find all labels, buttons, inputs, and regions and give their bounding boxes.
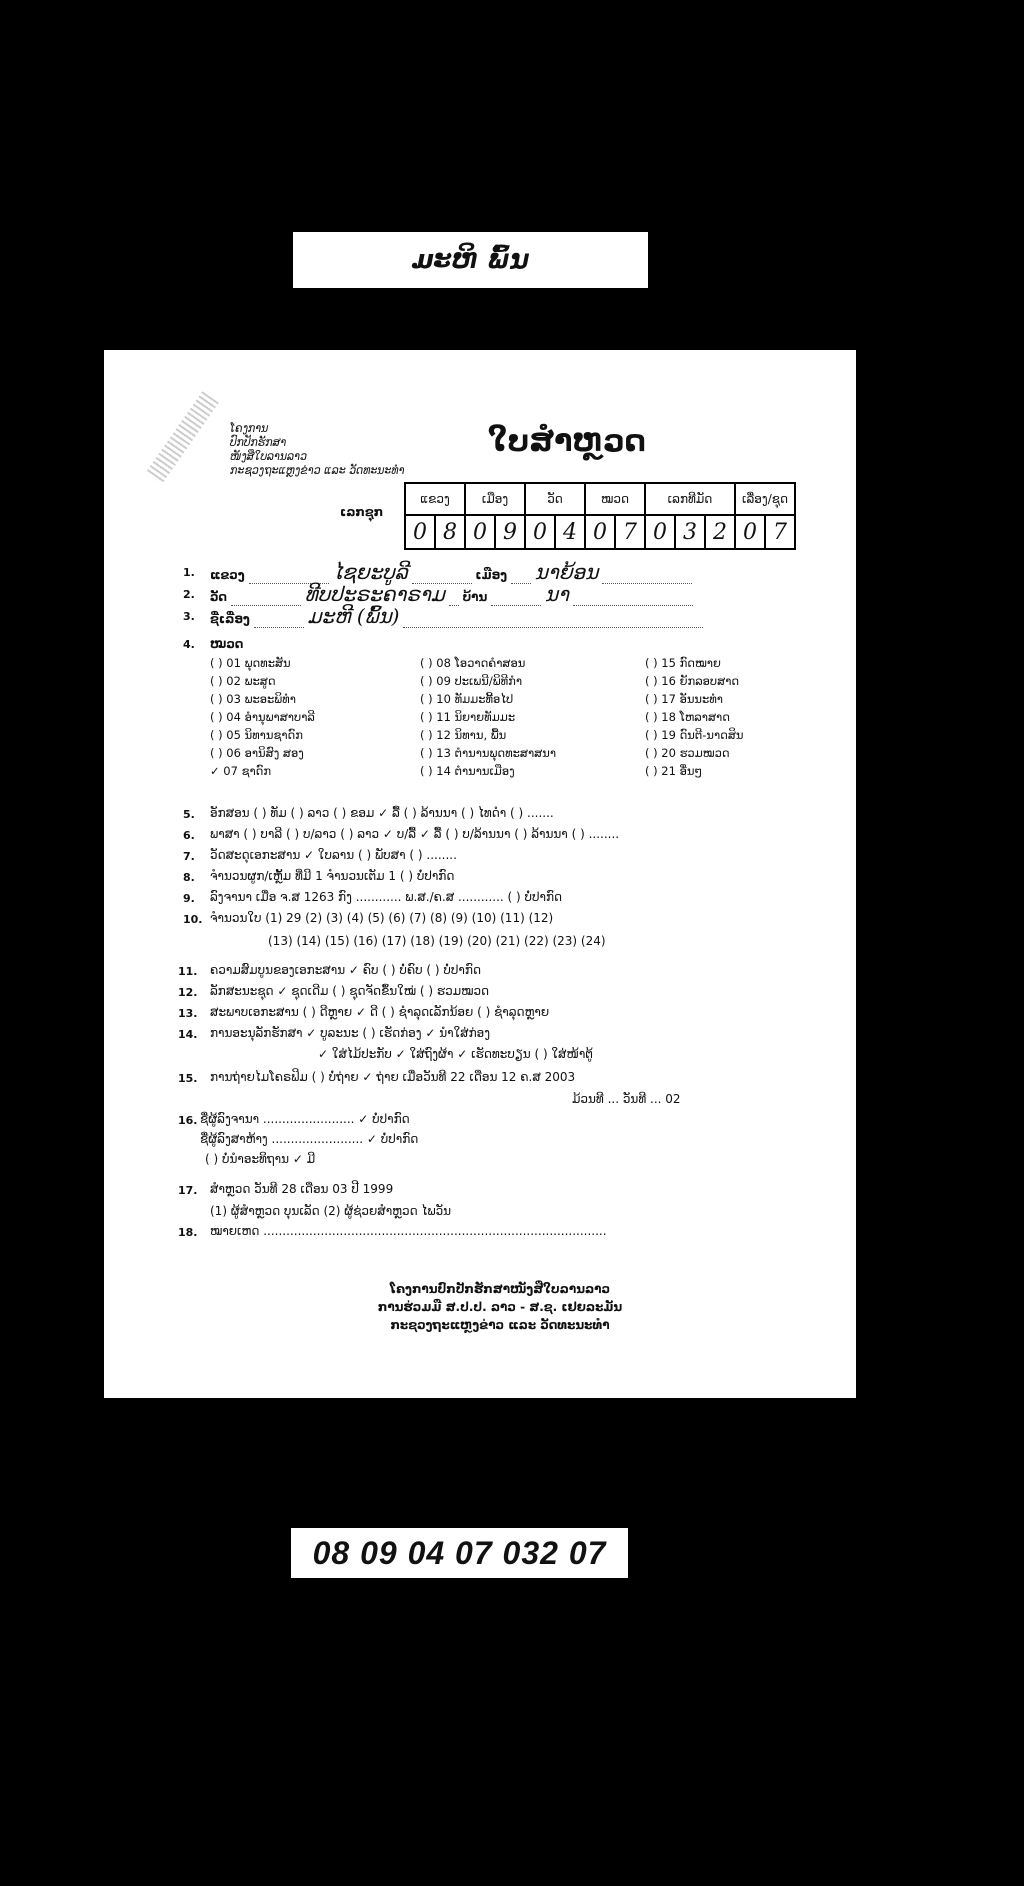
condition-row: ສະພາບເອກະສານ ( ) ດີຫຼາຍ ✓ ດີ ( ) ຊຳລຸດເລັກນ້ອຍ ( ) ຊຳລຸດຫຼາຍ xyxy=(210,1005,550,1019)
province-row xyxy=(210,560,692,584)
survey-date-row: ສຳຫຼວດ ວັນທີ 28 ເດືອນ 03 ປີ 1999 xyxy=(210,1182,394,1196)
form-footer xyxy=(340,1280,660,1334)
temple-value: ທີບປະຣະຄາຣາມ xyxy=(304,582,445,606)
code-digit: 0 xyxy=(645,515,675,549)
category-item: ( ) 10 ທັມມະທີ້ອໄປ xyxy=(420,692,514,706)
code-digit: 0 xyxy=(585,515,615,549)
village-label: ບ້ານ xyxy=(462,590,488,604)
row-number: 5. xyxy=(183,808,195,821)
script-row: ອັກສອນ ( ) ທັມ ( ) ລາວ ( ) ຂອມ ✓ ລື້ ( ) ລ້ານນາ ( ) ໄທດຳ ( ) ....... xyxy=(210,806,554,820)
org-line: ໜັງສືໃບລານລາວ xyxy=(230,450,308,463)
completeness-row: ຄວາມສົມບູນຂອງເອກະສານ ✓ ຄົບ ( ) ບໍ່ຄົບ ( ) ບໍ່ປາກົດ xyxy=(210,963,481,977)
sponsor-row: ຊື່ຜູ້ລົງສາຫ້າງ ........................ ✓ ບໍ່ປາກົດ xyxy=(200,1132,419,1146)
row-number: 8. xyxy=(183,871,195,884)
row-number: 18. xyxy=(178,1226,198,1239)
category-item: ( ) 03 ພະອະພິທຳ xyxy=(210,692,296,706)
code-header: ໝວດ xyxy=(585,483,645,515)
footer-line: ກະຊວງຖະແຫຼງຂ່າວ ແລະ ວັດທະນະທຳ xyxy=(390,1318,610,1332)
category-item: ( ) 01 ພຸດທະສັນ xyxy=(210,656,291,670)
code-digit: 0 xyxy=(405,515,435,549)
category-item: ( ) 05 ນິທານຊາດົກ xyxy=(210,728,303,742)
category-label: ໝວດ xyxy=(210,637,244,651)
category-item: ( ) 15 ກົດໝາຍ xyxy=(645,656,721,670)
material-row: ວັດສະດຸເອກະສານ ✓ ໃບລານ ( ) ພັບສາ ( ) ........ xyxy=(210,848,457,862)
code-digit: 9 xyxy=(495,515,525,549)
category-item: ( ) 06 ອານິສົງ ສອງ xyxy=(210,746,304,760)
top-label: ມະຫິ ພົ້ນ xyxy=(293,232,648,288)
temple-row xyxy=(210,582,693,606)
language-row: ພາສາ ( ) ບາລີ ( ) ບ/ລາວ ( ) ລາວ ✓ ບ/ລື້ ✓ ລື້ ( ) ບ/ລ້ານນາ ( ) ລ້ານນາ ( ) ........ xyxy=(210,827,620,841)
temple-label: ວັດ xyxy=(210,590,228,604)
district-label: ເມືອງ xyxy=(475,568,508,582)
scribe-row: ຊື່ຜູ້ລົງຈານາ ........................ ✓ ບໍ່ປາກົດ xyxy=(200,1112,410,1126)
code-table xyxy=(404,482,796,550)
category-item: ( ) 02 ພະສູດ xyxy=(210,674,276,688)
row-number: 17. xyxy=(178,1184,198,1197)
row-number: 7. xyxy=(183,850,195,863)
row-number: 6. xyxy=(183,829,195,842)
category-grid xyxy=(210,656,770,778)
surveyor-row: (1) ຜູ້ສຳຫຼວດ ບຸນເລັດ (2) ຜູ້ຊ່ວຍສຳຫຼວດ ໄພວັນ xyxy=(210,1204,452,1218)
org-line: ໂຄງການ xyxy=(230,422,269,435)
bottom-label: 08 09 04 07 032 07 xyxy=(291,1528,628,1578)
microfilm-row: ການຖ່າຍໄມໂຄຣຟິມ ( ) ບໍ່ຖ່າຍ ✓ ຖ່າຍ ເມື່ອວັນທີ 22 ເດືອນ 12 ຄ.ສ 2003 xyxy=(210,1070,576,1084)
org-line: ປົກປັກຮັກສາ xyxy=(230,436,287,449)
code-digit: 4 xyxy=(555,515,585,549)
province-value: ໄຊຍະບູລີ xyxy=(332,560,408,584)
code-header: ເລື່ອງ/ຊຸດ xyxy=(735,483,795,515)
category-item: ✓ 07 ຊາດົກ xyxy=(210,764,272,778)
code-digit: 8 xyxy=(435,515,465,549)
row-number: 1. xyxy=(183,566,195,579)
leaves-row-2: (13) (14) (15) (16) (17) (18) (19) (20) (21) (22) (23) (24) xyxy=(268,934,606,948)
category-item: ( ) 08 ໂອວາດຄຳສອນ xyxy=(420,656,526,670)
category-item: ( ) 14 ຕຳນານເມືອງ xyxy=(420,764,515,778)
code-header: ເມືອງ xyxy=(465,483,525,515)
code-digit: 0 xyxy=(465,515,495,549)
category-item: ( ) 17 ອັນນະທຳ xyxy=(645,692,724,706)
org-block xyxy=(230,422,405,478)
footer-line: ໂຄງການປົກປັກຮັກສາໜັງສືໃບລານລາວ xyxy=(389,1282,611,1296)
province-label: ແຂວງ xyxy=(210,568,245,582)
row-number: 13. xyxy=(178,1007,198,1020)
category-item: ( ) 19 ດົນຕີ-ນາດສິນ xyxy=(645,728,744,742)
date-row: ລົງຈານາ ເມື່ອ ຈ.ສ 1263 ກົງ ............ ພ.ສ./ຄ.ສ ............ ( ) ບໍ່ປາກົດ xyxy=(210,890,563,904)
category-item: ( ) 09 ປະເພນີ/ພິທີກຳ xyxy=(420,674,523,688)
wish-row: ( ) ບໍ່ນຳອະທິຖານ ✓ ມີ xyxy=(205,1152,316,1166)
row-number: 9. xyxy=(183,892,195,905)
footer-line: ການຮ່ວມມື ສ.ປ.ປ. ລາວ - ສ.ຊ. ເຢຍລະມັນ xyxy=(377,1300,623,1314)
code-header: ແຂວງ xyxy=(405,483,465,515)
form-title: ໃບສຳຫຼວດ xyxy=(488,424,646,459)
story-label: ຊື່ເລື່ອງ xyxy=(210,612,250,626)
category-item: ( ) 13 ຕຳນານພຸດທະສາສນາ xyxy=(420,746,557,760)
category-item: ( ) 21 ອື່ນໆ xyxy=(645,764,703,778)
row-number: 15. xyxy=(178,1072,198,1085)
code-label: ເລກຊຸກ xyxy=(340,505,384,519)
row-number: 2. xyxy=(183,588,195,601)
bundle-row: ຈຳນວນຜູກ/ເຫຼັ້ມ ທີ່ມີ 1 ຈຳນວນເຕັມ 1 ( ) ບໍ່ປາກົດ xyxy=(210,869,455,883)
row-number: 16. xyxy=(178,1114,198,1127)
code-digit: 7 xyxy=(765,515,795,549)
village-value: ນາ xyxy=(544,582,569,606)
code-digit: 2 xyxy=(705,515,735,549)
category-item: ( ) 04 ອຳນຸພາສາບາລີ xyxy=(210,710,315,724)
code-digit: 0 xyxy=(525,515,555,549)
set-row: ລັກສະນະຊຸດ ✓ ຊຸດເດີມ ( ) ຊຸດຈັດຂຶ້ນໃໝ່ ( ) ຮວມໝວດ xyxy=(210,984,490,998)
code-digit: 3 xyxy=(675,515,705,549)
row-number: 12. xyxy=(178,986,198,999)
org-line: ກະຊວງຖະແຫຼງຂ່າວ ແລະ ວັດທະນະທຳ xyxy=(230,464,405,477)
code-digit: 0 xyxy=(735,515,765,549)
row-number: 10. xyxy=(183,913,203,926)
category-item: ( ) 11 ນິຍາຍທັມມະ xyxy=(420,710,516,724)
leaves-row: ຈຳນວນໃບ (1) 29 (2) (3) (4) (5) (6) (7) (8) (9) (10) (11) (12) xyxy=(210,911,554,925)
preservation-row: ການອະນຸລັກຮັກສາ ✓ ບູລະນະ ( ) ເຮັດກ່ອງ ✓ ນຳໃສ່ກ່ອງ xyxy=(210,1026,491,1040)
code-header: ເລກທີມັດ xyxy=(645,483,735,515)
row-number: 11. xyxy=(178,965,198,978)
row-number: 4. xyxy=(183,638,195,651)
remarks-row: ໝາຍເຫດ .......................................................................................... xyxy=(210,1224,607,1238)
category-item: ( ) 16 ຍັກລອບສາດ xyxy=(645,674,740,688)
code-digit: 7 xyxy=(615,515,645,549)
story-value: ມະຫີ (ພົ້ນ) xyxy=(307,604,400,628)
preservation-row-2: ✓ ໃສ່ໄມ້ປະກັບ ✓ ໃສ່ຖົງຜ້າ ✓ ເຮັດທະບຽນ ( ) ໃສ່ໜ້າຕູ້ xyxy=(318,1047,594,1061)
story-row xyxy=(210,604,703,628)
category-item: ( ) 12 ນິທານ, ພື້ນ xyxy=(420,728,507,742)
code-header: ວັດ xyxy=(525,483,585,515)
microfilm-row-2: ມ້ວນທີ ... ວັນທີ ... 02 xyxy=(572,1092,681,1106)
district-value: ນາຍ້ອນ xyxy=(534,560,599,584)
category-item: ( ) 20 ຮວມໝວດ xyxy=(645,746,730,760)
row-number: 3. xyxy=(183,610,195,623)
category-item: ( ) 18 ໂຫລາສາດ xyxy=(645,710,730,724)
row-number: 14. xyxy=(178,1028,198,1041)
